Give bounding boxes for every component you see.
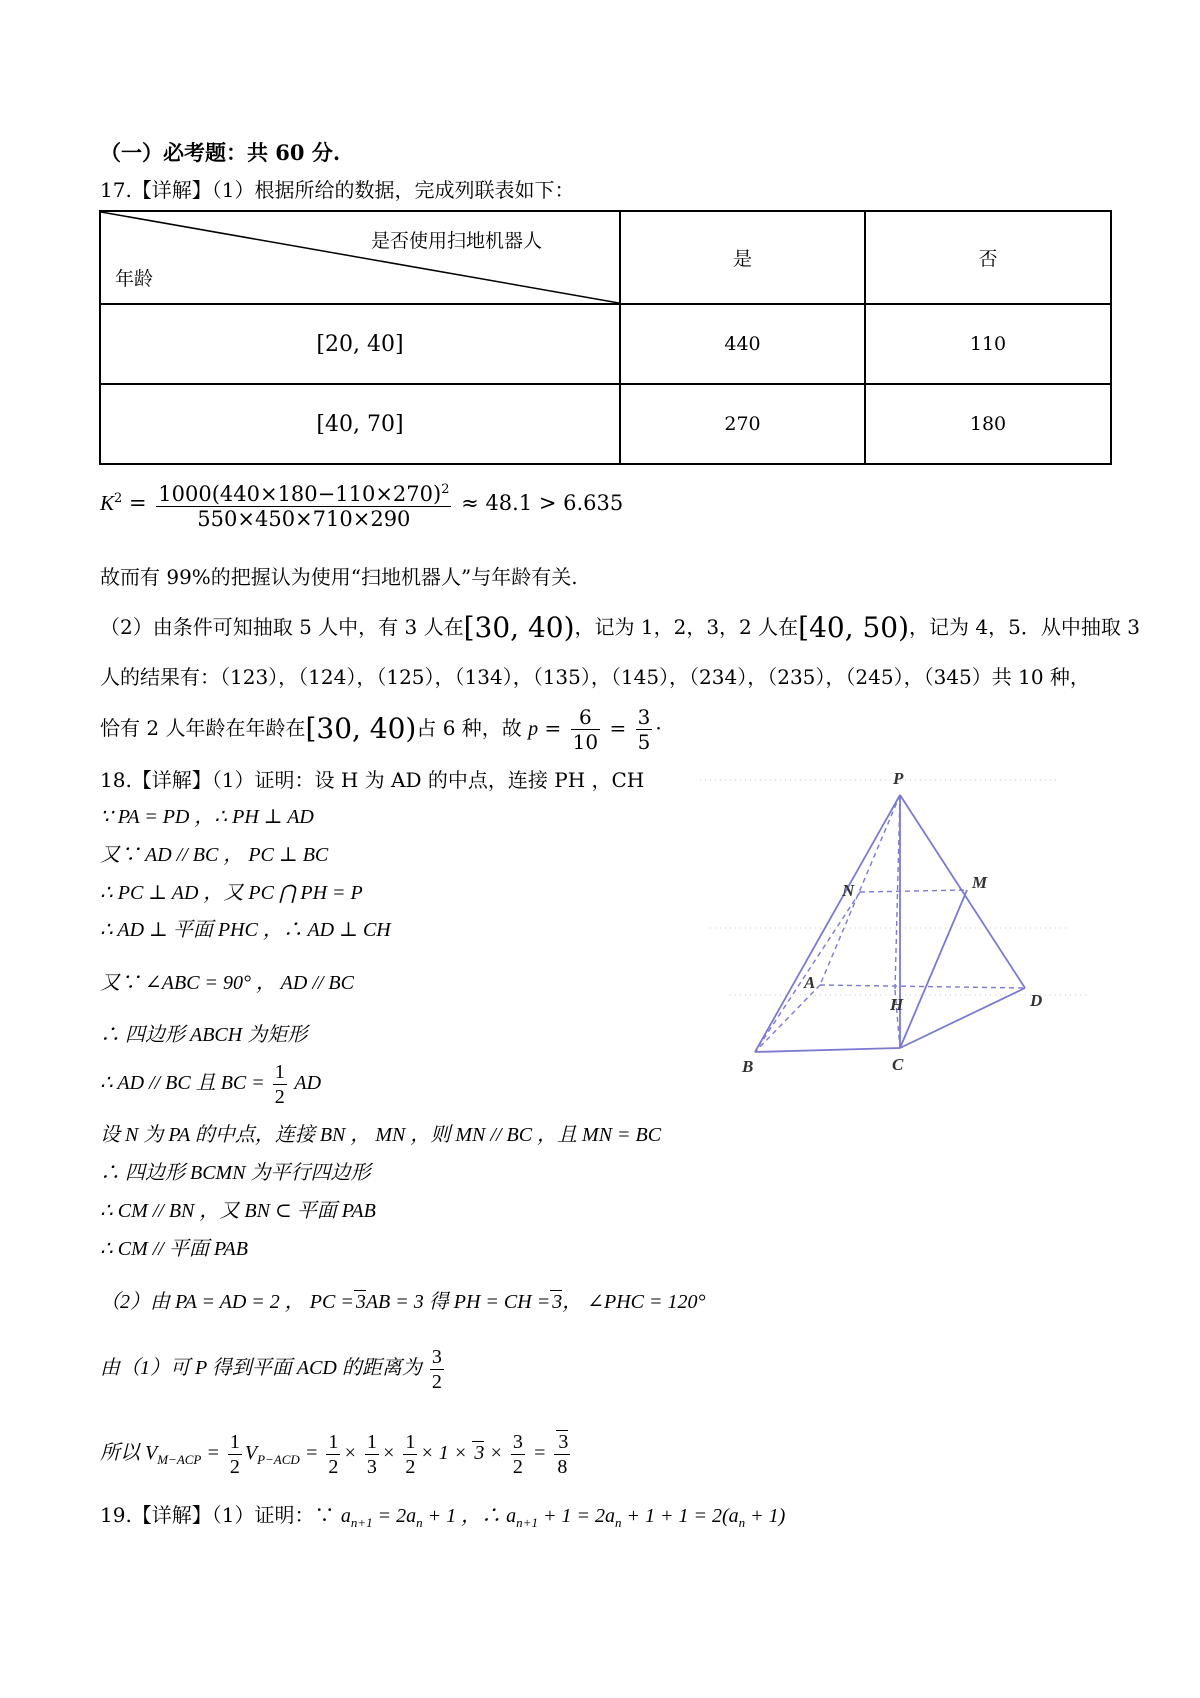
- corner-bottom-label: 年龄: [115, 268, 154, 290]
- q18-header: 18.【详解】（1）证明：设 H 为 AD 的中点，连接 PH ，CH: [100, 768, 645, 792]
- edge-bc: [755, 1048, 900, 1052]
- vertex-label-h: H: [890, 995, 904, 1014]
- k2-numerator: 1000(440×180−110×270): [158, 482, 442, 506]
- q17-conclusion: 故而有 99%的把握认为使用“扫地机器人”与年龄有关.: [100, 565, 578, 589]
- pyramid-diagram: [700, 770, 1100, 1080]
- q18-distance: 由（1）可 P 得到平面 ACD 的距离为 $\frac{3}{2}$: [100, 1346, 442, 1393]
- q18-line: 设 N 为 PA 的中点，连接 BN ， MN ，则 MN // BC ，且 MN = BC: [100, 1124, 662, 1146]
- q17-part2-line3: 恰有 2 人年龄在年龄在[30, 40)占 6 种，故 p = $\frac{6}{10}$ = $\frac{3}{5}$ ·: [100, 705, 662, 754]
- q18-line: ∴ 四边形 BCMN 为平行四边形: [100, 1162, 371, 1184]
- q18-volume: 所以 $V_{M-ACP}$ = $\frac{1}{2}$ $V_{P-ACD}$ = $\frac{1}{2}$ × $\frac{1}{3}$ × $\frac{1}{2}$ × 1 × 3 × $\frac{3}{2}$ = $\frac{3}{8}$: [100, 1431, 569, 1478]
- edge-cd: [900, 988, 1025, 1048]
- q17-part2-line2: 人的结果有：（123），（124），（125），（134），（135），（145），（234），（235），（245），（345）共 10 种，: [100, 665, 1090, 689]
- vertex-label-a: A: [804, 973, 816, 992]
- contingency-table: [99, 210, 1112, 465]
- vertex-label-m: M: [972, 873, 988, 892]
- edge-pa-hidden: [820, 795, 900, 985]
- prob-symbol: p: [528, 718, 539, 740]
- q18-line: ∴ PC ⊥ AD ，又 PC ⋂ PH = P: [100, 882, 363, 904]
- vertex-label-b: B: [742, 1057, 754, 1076]
- prob-fraction-1: $\frac{6}{10}$: [572, 705, 599, 754]
- segment-nm-hidden: [860, 890, 967, 892]
- q18-line: ∴ CM // 平面 PAB: [100, 1238, 248, 1260]
- q18-line: ∴ AD ⊥ 平面 PHC ，∴ AD ⊥ CH: [100, 919, 391, 941]
- table-corner-cell: [100, 211, 620, 304]
- corner-top-label: 是否使用扫地机器人: [371, 230, 543, 252]
- cell-yes: 270: [620, 384, 865, 464]
- cell-no: 180: [865, 384, 1111, 464]
- q18-line: 又∵ ∠ABC = 90° ， AD // BC: [100, 972, 354, 994]
- vertex-label-c: C: [892, 1055, 904, 1074]
- section-title: （一）必考题：共 60 分.: [100, 140, 341, 165]
- q18-line: ∴ CM // BN ，又 BN ⊂ 平面 PAB: [100, 1200, 376, 1222]
- cell-no: 110: [865, 304, 1111, 384]
- col-header-yes: 是: [620, 211, 865, 304]
- vertex-label-p: P: [893, 770, 904, 788]
- k2-fraction: $\frac{1000(440\times 180-110\times 270)^2}{550\times 450\times 710\times 290}$: [156, 478, 451, 531]
- q17-header: 17.【详解】（1）根据所给的数据，完成列联表如下：: [100, 178, 575, 202]
- q18-line: ∴ 四边形 ABCH 为矩形: [100, 1024, 308, 1046]
- prob-fraction-2: $\frac{3}{5}$: [637, 705, 651, 754]
- distance-fraction: $\frac{3}{2}$: [431, 1346, 442, 1393]
- q18-line: ∵ PA = PD ，∴ PH ⊥ AD: [100, 806, 314, 828]
- table-row: [100, 304, 1111, 384]
- k2-symbol: K: [100, 491, 115, 515]
- half-fraction: $\frac{1}{2}$: [274, 1061, 285, 1108]
- segment-bn-hidden: [755, 892, 860, 1052]
- table-row: [100, 384, 1111, 464]
- volume-result-fraction: $\frac{3}{8}$: [554, 1430, 570, 1479]
- q17-part2-line1: （2）由条件可知抽取 5 人中，有 3 人在[30, 40)，记为 1，2，3，2 人在[40, 50)，记为 4，5．从中抽取 3: [100, 611, 1140, 644]
- q19-header: 19.【详解】（1）证明：∵ $a_{n+1} = 2a_n + 1$ ，∴ $a_{n+1} + 1 = 2a_n + 1 + 1 = 2(a_n + 1)$: [100, 1503, 786, 1530]
- cell-yes: 440: [620, 304, 865, 384]
- vertex-label-d: D: [1030, 991, 1043, 1010]
- edge-pb: [755, 795, 900, 1052]
- row-label: [20, 40]: [100, 304, 620, 384]
- q18-line: 又∵ AD // BC ， PC ⊥ BC: [100, 844, 329, 866]
- q18-part2: （2）由 PA = AD = 2 ， PC = 3AB = 3 得 PH = CH = 3， ∠PHC = 120°: [100, 1291, 706, 1313]
- edge-ad-hidden: [820, 985, 1025, 988]
- vertex-label-n: N: [842, 881, 855, 900]
- k2-result: ≈ 48.1 > 6.635: [461, 491, 624, 515]
- col-header-no: 否: [865, 211, 1111, 304]
- k2-formula: $K^2$ = $\frac{1000(440\times 180-110\times 270)^2}{550\times 450\times 710\times 290}$ ≈ 48.1 > 6.635: [100, 478, 623, 531]
- row-label: [40, 70]: [100, 384, 620, 464]
- q18-half-line: ∴ AD // BC 且 BC = $\frac{1}{2}$ AD: [100, 1061, 322, 1108]
- k2-denominator: 550×450×710×290: [197, 507, 411, 531]
- segment-cm: [900, 890, 967, 1048]
